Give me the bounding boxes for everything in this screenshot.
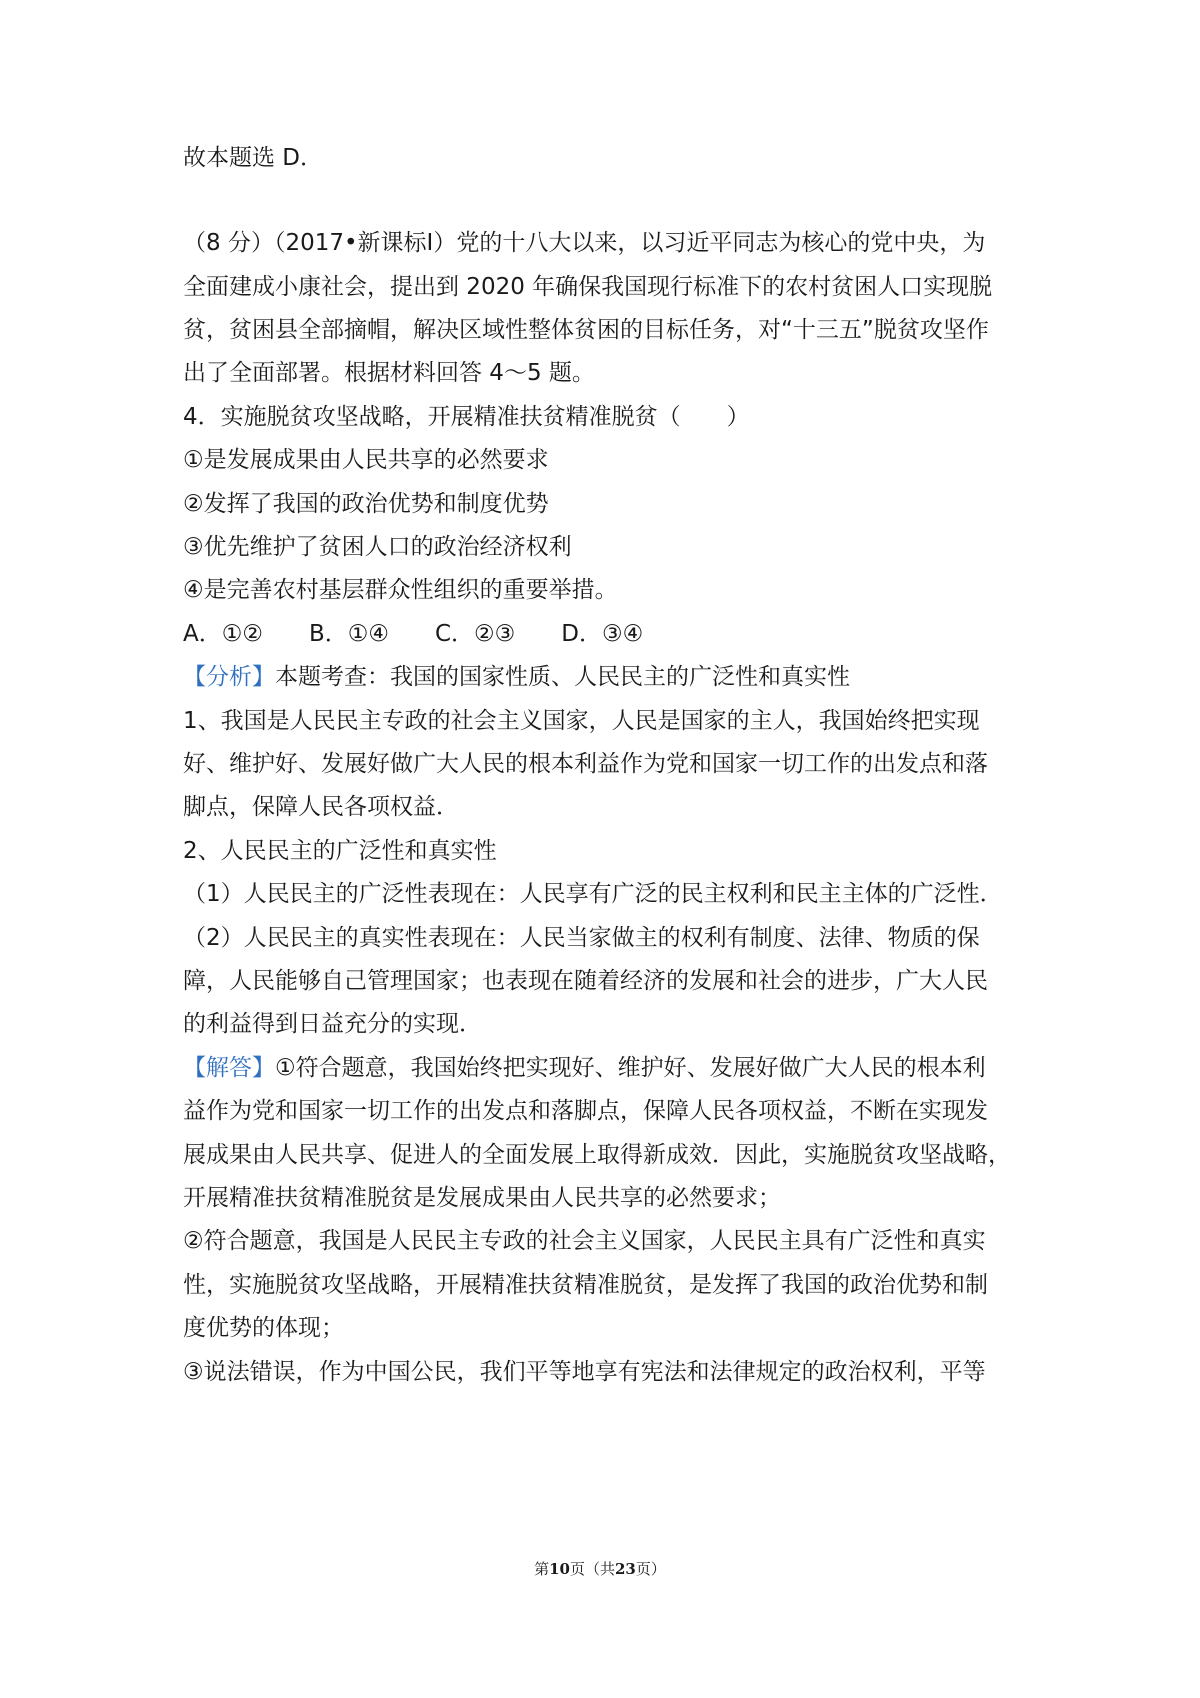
answer-line: 度优势的体现； [183, 1315, 344, 1341]
answer-choices: A．①② B．①④ C．②③ D．③④ [183, 621, 644, 647]
answer-tag: 【解答】 [183, 1055, 275, 1081]
intro-line: 全面建成小康社会，提出到 2020 年确保我国现行标准下的农村贫困人口实现脱 [183, 274, 993, 300]
answer-line: 开展精准扶贫精准脱贫是发展成果由人民共享的必然要求； [183, 1185, 781, 1211]
intro-line: 出了全面部署。根据材料回答 4～5 题。 [183, 360, 595, 386]
analysis-line: 的利益得到日益充分的实现． [183, 1011, 482, 1037]
page-footer: 第10页（共23页） [534, 1560, 666, 1578]
analysis-summary: 本题考查：我国的国家性质、人民民主的广泛性和真实性 [275, 664, 850, 690]
statement-item: ①是发展成果由人民共享的必然要求 [183, 447, 549, 473]
intro-line: （8 分）（2017•新课标Ⅰ）党的十八大以来，以习近平同志为核心的党中央，为 [183, 230, 986, 256]
question-stem: 4．实施脱贫攻坚战略，开展精准扶贫精准脱贫（ ） [183, 404, 750, 430]
answer-first-line: ①符合题意，我国始终把实现好、维护好、发展好做广大人民的根本利 [275, 1055, 986, 1081]
analysis-line: 脚点，保障人民各项权益． [183, 794, 459, 820]
intro-line: 贫，贫困县全部摘帽，解决区域性整体贫困的目标任务，对“十三五”脱贫攻坚作 [183, 317, 989, 343]
analysis-line: （1）人民民主的广泛性表现在：人民享有广泛的民主权利和民主主体的广泛性． [183, 881, 1003, 907]
answer-line: ③说法错误，作为中国公民，我们平等地享有宪法和法律规定的政治权利，平等 [183, 1359, 986, 1385]
total-page-number: 23 [615, 1560, 636, 1578]
analysis-heading [183, 661, 850, 693]
answer-heading [183, 1052, 986, 1084]
current-page-number: 10 [549, 1560, 570, 1578]
analysis-line: 障，人民能够自己管理国家；也表现在随着经济的发展和社会的进步，广大人民 [183, 968, 988, 994]
statement-item: ③优先维护了贫困人口的政治经济权利 [183, 534, 572, 560]
statement-item: ②发挥了我国的政治优势和制度优势 [183, 491, 549, 517]
analysis-line: （2）人民民主的真实性表现在：人民当家做主的权利有制度、法律、物质的保 [183, 925, 980, 951]
conclusion-line: 故本题选 D． [183, 145, 324, 171]
answer-line: ②符合题意，我国是人民民主专政的社会主义国家，人民民主具有广泛性和真实 [183, 1228, 986, 1254]
analysis-line: 好、维护好、发展好做广大人民的根本利益作为党和国家一切工作的出发点和落 [183, 751, 988, 777]
statement-item: ④是完善农村基层群众性组织的重要举措。 [183, 577, 618, 603]
answer-line: 益作为党和国家一切工作的出发点和落脚点，保障人民各项权益，不断在实现发 [183, 1098, 988, 1124]
answer-line: 性，实施脱贫攻坚战略，开展精准扶贫精准脱贫，是发挥了我国的政治优势和制 [183, 1272, 988, 1298]
answer-line: 展成果由人民共享、促进人的全面发展上取得新成效．因此，实施脱贫攻坚战略， [183, 1142, 1011, 1168]
analysis-line: 2、人民民主的广泛性和真实性 [183, 838, 497, 864]
analysis-line: 1、我国是人民民主专政的社会主义国家，人民是国家的主人，我国始终把实现 [183, 708, 980, 734]
analysis-tag: 【分析】 [183, 664, 275, 690]
